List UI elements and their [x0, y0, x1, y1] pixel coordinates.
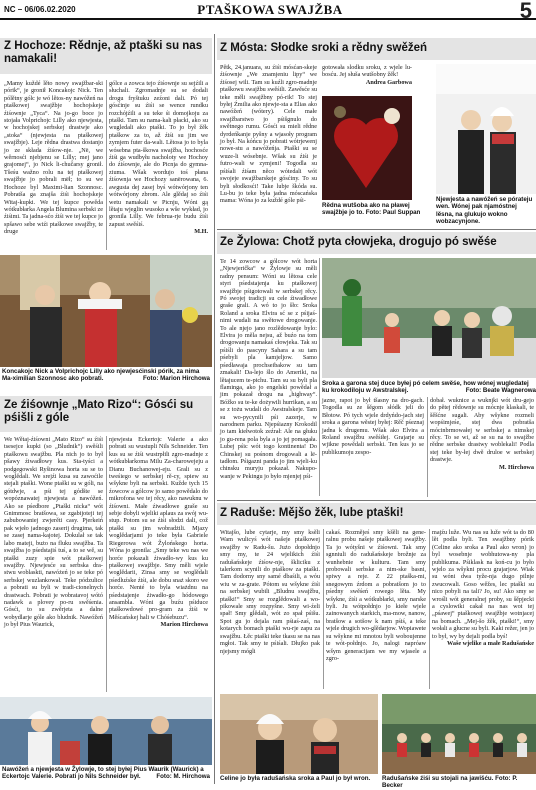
- page-column-separator: [214, 34, 215, 784]
- zylow-photo: [322, 258, 536, 378]
- raduse-col2: [326, 529, 426, 691]
- mosta-col1-text: Pětk, 24.januara, su źiśi mósćan-skeje źiśownje „We znamjeniu lipy“ we źiśosej wili. Tam su kuźli zgro-madnje ptaškowu swajžbu swěśili. Zawěsće su teke měli swajžbny pó-rik! To stej byłej Źmilia ako njewje-sta a Elias ako nawóžeń (wótery). Cele małe swajžbarstwo jo pśišgnulo do swětnego rumu. Gósći su mieli rědne dyrdeńkanje pyšny a wjasoły program jo był. Na kóńcu jo pobrati wótrjewenj nowe-stu a nawóžeńja. Ptaški su se wuze-li wósebnje. Wšak su źiśi je futro-wali w zymjeni! Togodla su pśiśali źiśam něco wótedali wót swojeje swajžbarskeje gósćiny. To su byli słodkosći! Take lubje škóda su. Lu-bu jo teke była jadna móscańska mama: Wóna jo za kuždé góle pśi-: [220, 64, 317, 205]
- column-rule: [429, 529, 430, 689]
- hochoze-col2: [109, 80, 208, 252]
- column-rule: [427, 397, 428, 497]
- zisownje-photo: [0, 697, 212, 765]
- raduse-caption2-text: Radušańske źiśi su stojali na jawišću.: [382, 775, 494, 782]
- zisownje-col1: [4, 436, 103, 694]
- raduse-col2-text: cakaś. Rozmějeś smy kšěli na gene-ralnu probu našeje ptaškowej swajžby. Ta jo wótyšni w źiśowni. Tak smy sgnniuli do radušańskeje brožnje za wunhebnie w kulturu. Tam smy probowali serbske a nim-ske basni, spiwy a reje. Z 22 ptaška-mi, snegowym źrdom a pobratšom jo to pśedny swěśeń rowego lěta. My wšykne, źiśi a wótkubłarki, smy narske byli. Ju wótpołdnjo jo kiełe wjele zainowanych starkich, ma-mow, nanow, bratšow a sotšow k nam pśiś, a teke wjele drugich wo-glědarjow. Wopiawete su wšykne mi mnotou byli woboujenne te wót-połdnjo. Jo, nalogi napróaw wšym generacijam we my wjasele a zgro-: [326, 529, 427, 662]
- hochoze-caption: [2, 368, 210, 390]
- hochoze-col2-text: gólce a zowca tejo źiśownje su sejźili a słuchali. Zgromadnje su se dodali drogu fryštuku zeźoni dali. Pó tej gósćinje su źiśi se wence rundku rozchójźili a su teke śi domojkoju za ptaški. Tam su nama-kali płacki, ako su wugledali ako ptaški. To jo był žěk ptaškow za to, až źiśi su jim we zymjem futer da-wali. Lětosa jo to byla wósebna pta-škowa swajžba, hochosće źiśi ga wudbyłu nacholoty we Hochoy do źiśownje, ale do Picnja do gymna-ziuma. Wšak wordujo toś płana źiśownja we Hochozy sanёrowana, 6. awgusta dej zasej byś wótwórjony ten wótwórjony zbrom. Ale glědaj so źiśi wetu namakali w Picnju, Wóni gą lětaju wjeglin wusoko a wše wykład, jo gronila Lilly. We februa-rje budu źiśi zapust swěśiś.: [109, 80, 208, 228]
- hochoze-title: Z Hochoze: Rědnje, až ptaški su nas namakali!: [4, 40, 203, 65]
- zisownje-col2-text: njewjesta Eckertojc Valerie a ako pobrati su wustupli Nils Schneider. Ten kus su se źiśi wustrpłili zgro-madnje z wótkubłarkoma Milu Za-charowejeju a Dianu Buchanowej-eju. Grali su z tweśiego w serbskej rě-cy, spiew su wšykne byli na serbski. Kužde tych 15 źowcow a gólcow jo samo powědalo do mikrofona we tej rěcy, ako nawuknu w źiśowni. Małe źiwadłowe graše su sebje dobyli wjelikі aplaus za swój wu-stup. Potom su se źiśi słodzi dali, což ptaški su jim wobradżili. Mjazy woglědarjami jo teke była Gabriele Riegerowa wót Žylońskego horta. Wóna jo gronila: „Smy teke wu nas we horće pokazali źiwadło-wy kus ku ptaškowej swajžbje. Smy měli wjele woglědarii, Zinsa smy se woglědali pśedluźske źiśi, ale dobu snaż skoro we horće. Nenté to byla wiażdnu na pśedstajenje źiwadło-go hódowego ansambla. Wóni ga buźu pśiduce ptaškowdowé pro-gram za źiśi w Měścańskej hali w Chóśebuzu“.: [109, 436, 208, 621]
- zylow-col2-text: jazne, rapot jo był tšasny na dro-gach. Togodla su ze šěgom słódk jeli do Błotow. Pó tych wjele drdyńdo-jach stej sroka a garona wěstej byłej: Rěč pśeznaj jadna k drugemu. Wšak ako Elvira a Roland swajžbu swěśiłej. Grajarje su wjikne powědali serbski. Ten kus jo se publikumoju zespo-: [322, 397, 424, 456]
- mosta-photo-heart: [322, 96, 412, 200]
- raduse-col3-text: majźu luže. Wu nas su luže wót ta do 80 lět podla byli. Ten swajžbny pórik (Celine ako sroka a Paul ako wron) jo byl wosebnje wobhutowa-ny pla publikuma. Pśiklask na koń-cu jo było wjelo za wšykni procu grajarjow. Wiak su wóni dwa tyže-nja dugo pilnje zwucowali. Goso wěžes, lec ptaški su nico pobyli na tali? Jo, su! Ako smy se wrośli wót generalnej proby, su šěpjecki a cyslowiki cakał na nas wot tej „pśawej“ ptaškowej swajžbje wotnjacej na bomach. „Mej-šo žěk, ptaški!“, smy wołali a głucne su byli. Kaki režer, jen jo to był, wy by dejali podla byś!: [432, 529, 534, 640]
- zylow-caption-text: Sroka a garona stej duce byłej pó celem swěśe, how wónej wugledatej ku krokodiloju w Awstralskej.: [322, 380, 529, 395]
- mosta-caption1: [322, 202, 432, 222]
- mosta-caption2: Njewjesta a nawóžeń se pórateju wen. Wónej pak njamóstnej lěsna, na glukujo wokno wobzacynjone.: [436, 196, 533, 226]
- paper-name: PTAŠKOWA SWAJŽBA: [197, 2, 343, 17]
- raduse-col1: [220, 529, 320, 691]
- raduse-col3: [432, 529, 534, 691]
- raduse-signature: Waše wjelike a małe Radušańske: [447, 640, 534, 648]
- mosta-col2-text: gotowała slodku sroku, z wjele lu-bosću. Jej słuša wutšobny žěk!: [322, 64, 412, 79]
- mosta-credit1: Foto: Paul Suppan: [365, 209, 421, 217]
- raduse-photo-stage: [382, 694, 536, 774]
- column-rule: [323, 529, 324, 689]
- hochoze-signature: M.H.: [194, 228, 208, 236]
- zylow-col2: [322, 397, 424, 497]
- zisownje-photo-credit: Foto: M. Hirchowa: [156, 773, 210, 781]
- mosta-photo-couple: [436, 64, 536, 194]
- zylow-col3: [430, 397, 534, 497]
- zylow-caption: [322, 380, 536, 396]
- raduse-photo-couple: [220, 694, 378, 774]
- raduse-title: Z Raduše: Mějšo žěk, lube ptaški!: [220, 507, 404, 519]
- hochoze-photo-credit: Foto: Marion Hirchowa: [142, 375, 210, 383]
- zylow-col1-text: Te 14 zowcow a gólcow wót horta „Njewjerička“ w Žylowje su měli radny pensum: Wóni su lětosa cele styri pśedstajenja ku ptaškowej swajžbje pśigotowali w serbskej rěcy. Pó swojej tradicji su cele źiwadłowe graše grali. A wó to jo šło: Sroka Roland a sroka Elvira sć se z pśijaś-nimi wudali na swětowe drogowanje. To ale njejo jano rozlědowanje bylo: Elvira jo měla nejsu, až buźo na tom drogowanju namakaś cłowjeka. Tak su pśiśli do pascyny Sahara a su tam pśebyli pla kamjeljow. Samo pśedławaja prochseibakow su tam zmakali! Da-lejo šlo do Ameriki, na lětajucem te-pichu. Tam su su byli pla flaminga, ako jo engelski powědał a jim pokazał drogu na „highway“. Bóžko su te-ke dożywili hurrikan, a su se z tożu wudali do Awstralskeje. Tam su wo-pycynili pśi zazerje, w narodnem parku. Njepśiazny Krokodil jo tam kiełwotok zeźrał: Ale na głuku jo gu-rena pola byla a jo jej pomagała. Lubej pśic wót togo kontinenta! Do Chinskej su pośnom drogowali a lё-tadłom. Pśigazni panda jo jim wjeli-ku chinsku muryju pokazał. Nakupo-wanje w Pekingu jo było mjenjej pśi-: [220, 258, 317, 480]
- column-rule: [319, 258, 320, 496]
- zisownje-col1-text: We Wětaj-źiśowni „Mato Rizo“ su źiśi tsesejce kupki (so „Bludnik“) swěśili ptaškowu swajžbu. Pla nich jo to był pšawy źiwadłowy kus. Sta-tyści a podgegowski Ryšinowa horta su se to woglědali. We srejźi kusa su zawoćile stejali ptaški. Wone ptaški su w góli, na gótdwje, a pśi tej gódšte se wopóznawatej njewjesta a nawóžeń. Ako se pśedbore „Ptaški nicka“ wót Gnimmosc bratšowa, se zgabijoteji tej zabubowaniej zwjerěti casy. Pjerkeiń pak wjeło jadnogo zaserij drugima, tak se zasej nama-kajotej. Dokulał se tak labo mateji, bużo na fluku swajžba. Ta swajžba jo pśedstajiś tuś, a to se wě, su ptaški zuzy spie wót ptaškowej swajžby. Njewjesće su serbska dra-stwu woblaskti, nawóżeń jo se teke pó serbskej wuzlankował. Teke pódzulice a pobrati su byli w tradi-cionelnych drastwach. Pobrati je wobratavoj wótó nadawk a plovey po-ru swěśenia. Gósći, to su zwěrjeta a dalne wobydlarje góle ako bludnik. Nawóžeń jo był Pius Waurick,: [4, 436, 103, 629]
- mosta-col1: [220, 64, 317, 228]
- zylow-photo-credit: Foto: Beate Wagnerowa: [465, 387, 536, 395]
- hochoze-photo: [0, 255, 212, 367]
- page-header: [0, 0, 536, 23]
- zisownje-col2: [109, 436, 208, 694]
- raduse-caption1-text: Celine jo była radušańska sroka a Paul jo był wron.: [220, 775, 371, 782]
- zylow-col1: [220, 258, 317, 498]
- mosta-caption1-text: Rědna wutšoba ako na pławej swajžbje jo to.: [322, 202, 410, 217]
- mosta-signature: Andrea Garbowa: [365, 78, 412, 86]
- zisownje-title: Ze źiśownje „Mato Rizo“: Gósći su pśišli z góle: [4, 399, 194, 424]
- zisownje-caption-text: Nawóžeń a njewjesta w Žylowje, to stej byłej Pius Waurik (Waurick) a Eckertojc Valerie. Pobrati jo Nils Schneider był.: [2, 766, 204, 781]
- raduse-photo-credit: Foto: P. Becker: [382, 775, 518, 790]
- page-number: 5: [519, 0, 532, 23]
- mosta-title: Z Mósta: Słodke sroki a rědny swěžeń: [220, 42, 428, 54]
- mosta-col2: [322, 64, 412, 94]
- column-rule: [106, 80, 107, 250]
- raduse-col1-text: Witajšo, lube cytarje, my smy ksěli Wam wulicyś wót našeje ptaškowej swajžby w Radu-šu. Jużo dopołdnjo smy my, te 24 wjelikich źiśi radušańskeje źiśow-nje, škliciku z talerkom scynili do ptaškow za ptaški. Tam dodorny sny samé dbaśili, a wóu wiu w za-grate. Pótom su wšykne źiśi na serbskej wubili „Bludnu swajžbu, ptaški!“ Smy se rozglědowali a wo-pikowale smy rozpyšne. Smy wi-źeli spał! Smy glědali, wót zo spał pśišu. Spot gu jo dejala ram pśiaś-zaś, na kotarych bomach ptaški wu-rje zapu za swajžbu. Łěc ptaški teke tkasu se na nas mgłoi. Tak smy te pśiśali. Dłujko pak njejsmy mógli: [220, 529, 320, 655]
- hochoze-col1: [4, 80, 103, 252]
- section-rule: [217, 229, 536, 230]
- hochoze-col1-text: „Mamy kuždé lěto nowy swajžbar-ski pórik“, je gronił Koncakojc Nick. Ten pólětny gólc je wó lětos-ny nawóžeń na ptaškowej swajžbje hochojskeje źiśownje „Tyca“. Na jo-go boce jo stojała Volprichojc Lilly ako njewjesta, w hochojskej serbskej drastwje ako „stoka“ (njewjesta na ptaškowej swajžbje). Leje rědna drastwa dostanjo jo ze składa źiśow-nje. „Nё, we wěrnosći njebjenu se Lilly; mej jano grajomej“, jo Nick li-chučarsy gronił. Tšeśu wažno rolu na tej ptaškowej swajžbje jo pobrali mёł; to su we Hochoze byl Maximi-lian Szonnosc. Pobratša ga znajša źiśi hochojskeje Witaj-kupki. We tej kupce powěda wótkubłarka Angela Blumina serbski ze źiśimi. Ta jadna-sćo źiśi we tej kupce jo spšawo sebe wiźi ptaškowe swajžby, te druge: [4, 80, 103, 236]
- zisownje-signature: Marion Hirchowa: [160, 621, 208, 629]
- zylow-signature: M. Hirchowa: [499, 463, 534, 471]
- hochoze-caption-text: Koncakojc Nick a Volprichojc Lilly ako njewjesćinski pórik, za nima Ma-ximilian Szonnosc ako pobrati.: [2, 368, 200, 383]
- raduse-caption2: [382, 775, 536, 790]
- column-rule: [106, 436, 107, 692]
- issue-date: NC – 06/06.02.2020: [4, 5, 76, 14]
- section-rule: [217, 500, 536, 501]
- raduse-caption1: [220, 775, 378, 784]
- zylow-col3-text: dobał. wuknice a wuknjki wót dru-gejo do pětej rědownje su mócnje klaskali, te šěšćne sugali. Aby wšykne rozmeli wopśimjeśe, stej dwa pobratša mócinbrmowałej w serbskej a nimskej rěcy. To se wi, až se su na to swajžbe rědne serbske drastwy woblekali! Podla stej teke by-łej dwě druloe w serbskej drastwje.: [430, 397, 534, 464]
- zylow-title: Ze Žylowa: Chotž pyta cłowjeka, drogujo pó swěśe: [220, 236, 497, 248]
- zisownje-caption: [2, 766, 210, 784]
